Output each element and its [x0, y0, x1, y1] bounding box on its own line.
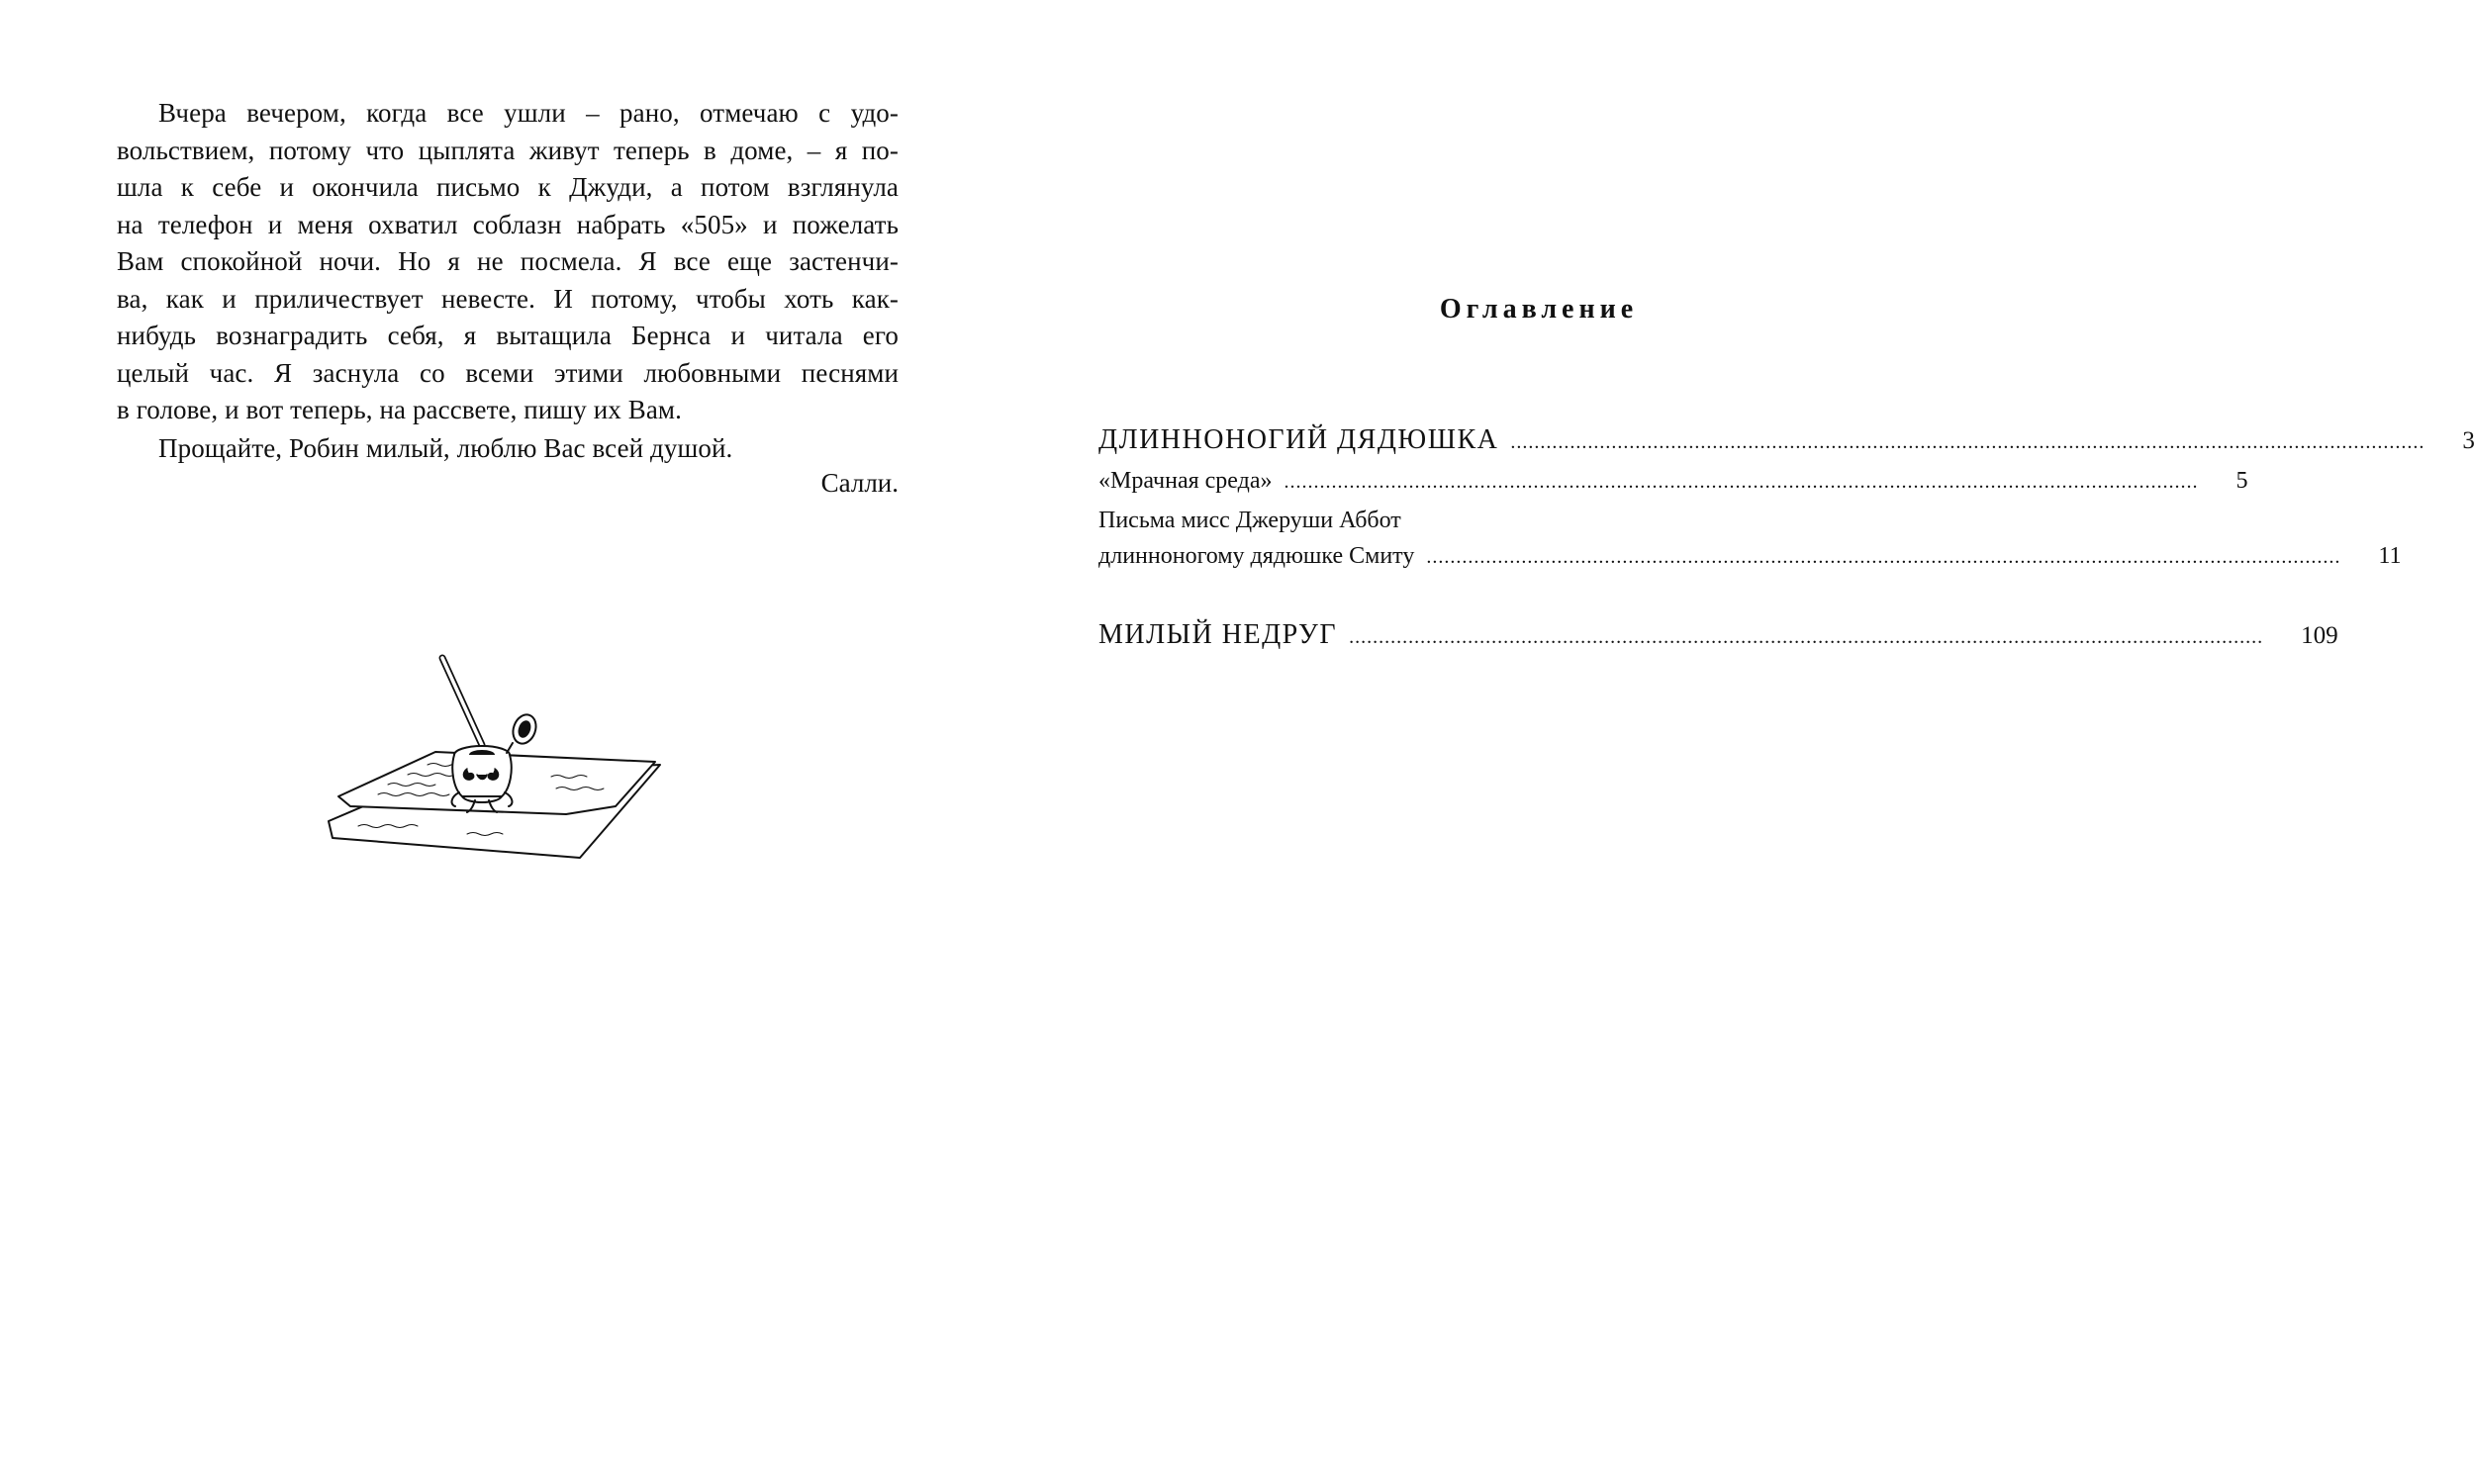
toc-entry[interactable] — [1098, 420, 2475, 460]
toc-entry-page: 5 — [2236, 468, 2248, 494]
toc-entry-label: МИЛЫЙ НЕДРУГ — [1098, 619, 1338, 650]
letter-line: вольствием, потому что цыплята живут теперь в доме, – я по- — [117, 135, 899, 165]
toc-entry-page: 11 — [2378, 543, 2402, 569]
table-of-contents — [1098, 420, 2475, 655]
letter-line: ва, как и приличествует невесте. И потому, чтобы хоть как- — [117, 283, 899, 314]
letter-line: в голове, и вот теперь, на рассвете, пишу их Вам. — [117, 395, 682, 424]
letter-text — [117, 95, 899, 467]
right-page — [990, 0, 2475, 1484]
toc-entry-page: 109 — [2301, 622, 2338, 649]
toc-leader-dots: .......................................................................................................................................................... — [1510, 431, 2426, 453]
toc-entry-label: Письма мисс Джеруши Аббот — [1098, 508, 1401, 533]
toc-title: Оглавление — [1439, 294, 1639, 325]
letter-closing: Прощайте, Робин милый, люблю Вас всей душой. — [158, 432, 733, 463]
letter-line: нибудь вознаградить себя, я вытащила Бернса и читала его — [117, 321, 899, 350]
toc-entry-label: «Мрачная среда» — [1098, 468, 1273, 494]
toc-entry[interactable] — [1098, 463, 2248, 499]
letter-signature: Салли. — [820, 468, 899, 498]
toc-leader-dots: .......................................................................................................................................................... — [1426, 546, 2341, 568]
inkwell-illustration — [319, 658, 675, 866]
letter-line: целый час. Я заснула со всеми этими любовными песнями — [117, 357, 899, 388]
letter-line: шла к себе и окончила письмо к Джуди, а потом взглянула — [117, 172, 899, 202]
letter-line: Вам спокойной ночи. Но я не посмела. Я все еще застенчи- — [117, 246, 899, 276]
toc-entry-label: длинноногому дядюшке Смиту — [1098, 543, 1415, 569]
toc-entry-page: 3 — [2462, 427, 2475, 454]
left-page — [0, 0, 990, 1484]
toc-leader-dots: .......................................................................................................................................................... — [1284, 471, 2199, 493]
letter-line: на телефон и меня охватил соблазн набрать «505» и пожелать — [117, 209, 899, 239]
toc-entry[interactable] — [1098, 503, 2402, 574]
letter-line: Вчера вечером, когда все ушли – рано, отмечаю с удо- — [158, 98, 899, 128]
toc-entry-label: ДЛИННОНОГИЙ ДЯДЮШКА — [1098, 424, 1499, 455]
toc-leader-dots: .......................................................................................................................................................... — [1349, 626, 2264, 648]
toc-entry[interactable] — [1098, 615, 2338, 655]
